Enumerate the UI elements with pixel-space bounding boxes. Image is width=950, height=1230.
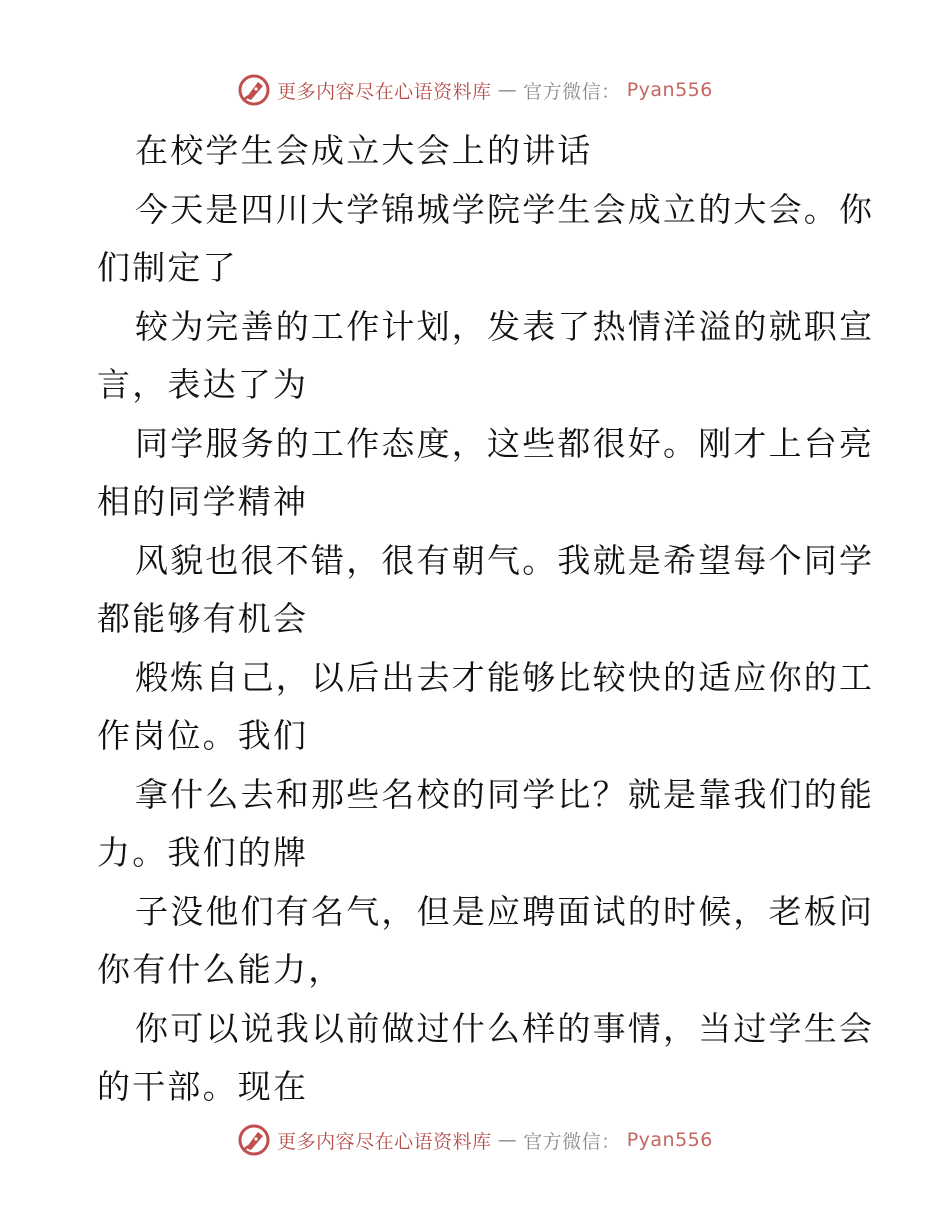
- text-line: 同学服务的工作态度，这些都很好。刚才上台亮: [135, 423, 875, 463]
- watermark-label: 官方微信：: [523, 1130, 621, 1153]
- header-watermark: [0, 70, 950, 110]
- pen-nib-logo-icon: [237, 1123, 271, 1157]
- watermark-separator: —: [497, 79, 518, 101]
- text-line: 较为完善的工作计划，发表了热情洋溢的就职宣: [135, 306, 875, 346]
- text-line: 言，表达了为: [97, 365, 309, 404]
- text-line: 都能够有机会: [97, 599, 309, 638]
- text-line: 你有什么能力，: [97, 950, 344, 989]
- watermark-text: 更多内容尽在心语资料库: [277, 80, 492, 103]
- text-line: 作岗位。我们: [97, 716, 309, 755]
- watermark-label: 官方微信：: [523, 80, 621, 103]
- text-line: 今天是四川大学锦城学院学生会成立的大会。你: [135, 189, 875, 229]
- watermark-text: 更多内容尽在心语资料库: [277, 1130, 492, 1153]
- watermark-account: Pyan556: [626, 79, 713, 101]
- pen-nib-logo-icon: [237, 73, 271, 107]
- text-line: 相的同学精神: [97, 482, 309, 521]
- text-line: 煅炼自己，以后出去才能够比较快的适应你的工: [135, 657, 875, 697]
- text-line: 们制定了: [97, 248, 238, 287]
- document-body: [97, 122, 875, 1117]
- text-line: 拿什么去和那些名校的同学比？就是靠我们的能: [135, 774, 875, 814]
- text-line: 你可以说我以前做过什么样的事情，当过学生会: [135, 1008, 875, 1048]
- text-line: 子没他们有名气，但是应聘面试的时候，老板问: [135, 891, 875, 931]
- footer-watermark: [0, 1120, 950, 1160]
- text-line: 的干部。现在: [97, 1067, 309, 1106]
- text-line: 力。我们的牌: [97, 833, 309, 872]
- watermark-separator: —: [497, 1129, 518, 1151]
- text-line: 风貌也很不错，很有朝气。我就是希望每个同学: [135, 540, 875, 580]
- watermark-account: Pyan556: [626, 1129, 713, 1151]
- text-line: 在校学生会成立大会上的讲话: [135, 131, 593, 170]
